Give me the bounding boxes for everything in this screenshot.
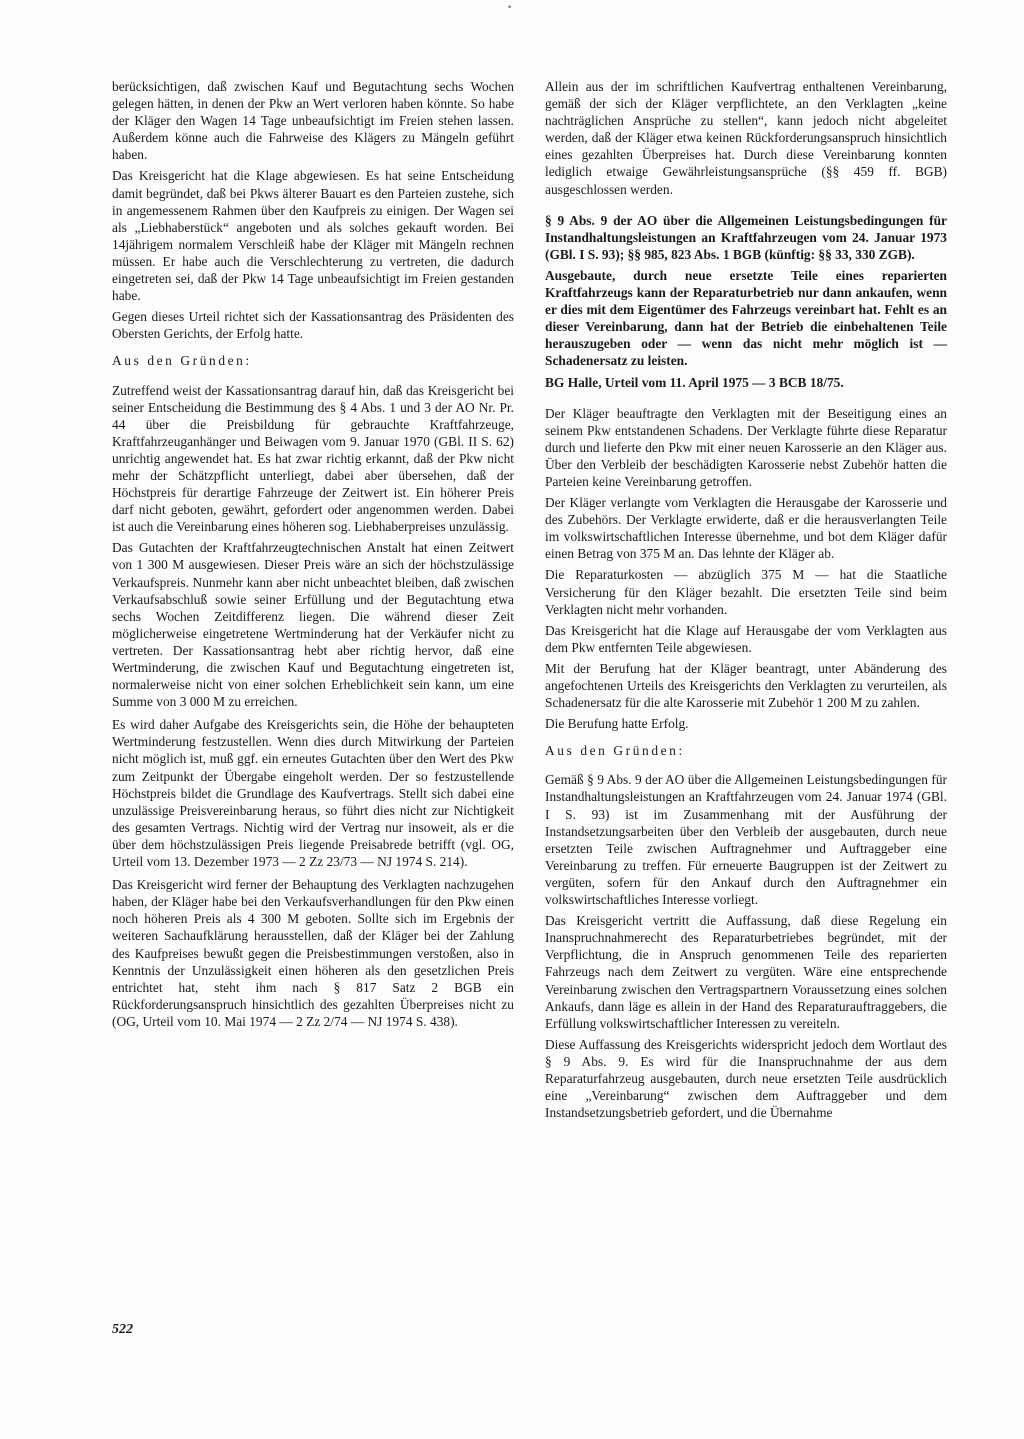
paragraph: Die Reparaturkosten — abzüglich 375 M — hat die Staatliche Versicherung für den Kläger bezahlt. Die ersetzten Teile sind beim Verklagten nicht mehr vorhanden. [545,567,947,617]
leitsatz: Ausgebaute, durch neue ersetzte Teile eines reparierten Kraftfahrzeugs kann der Reparaturbetrieb nur dann ankaufen, wenn er dies mit dem Eigentümer des Fahrzeugs vereinbart hat. Fehlt es an dieser Vereinbarung, dann hat der Betrieb die einbehaltenen Teile herauszugeben oder — wenn das nicht mehr möglich ist — Schadenersatz zu leisten. [545,267,947,369]
paragraph: Das Kreisgericht vertritt die Auffassung, daß diese Regelung ein Inanspruchnahmerecht des Reparaturbetriebes begründet, mit der Verpflichtung, die in Anspruch genommenen Teile des reparierten Fahrzeugs nach dem Zeitwert zu vergüten. Wäre eine entsprechende Vereinbarung zwischen den Vertragspartnern Voraussetzung eines solchen Ankaufs, dann läge es allein in der Hand des Reparaturauftraggebers, die Erfüllung volkswirtschaftlicher Interessen zu vereiteln. [545,913,947,1031]
paragraph: Das Kreisgericht hat die Klage abgewiesen. Es hat seine Entscheidung damit begründet, daß bei Pkws älterer Bauart es den Parteien zustehe, sich in angemessenem Rahmen über den Kaufpreis zu einigen. Der Wagen sei als „Liebhaberstück“ angeboten und als solches gekauft worden. Bei 14jährigem normalem Verschleiß habe der Kläger mit Mängeln rechnen müssen. Er habe auch die Verschlechterung zu vertreten, die dadurch eingetreten sei, daß der Pkw 14 Tage unbeaufsichtigt im Freien gestanden habe. [112,168,514,304]
section-heading: Aus den Gründen: [112,353,252,369]
page-top-mark: • [508,2,512,12]
paragraph: Der Kläger verlangte vom Verklagten die Herausgabe der Karosserie und des Zubehörs. Der Verklagte erwiderte, daß er die herausverlangten Teile im volkswirtschaftlichen Interesse übernehme, und bot dem Kläger dafür einen Betrag von 375 M an. Das lehnte der Kläger ab. [545,495,947,562]
norm-heading: § 9 Abs. 9 der AO über die Allgemeinen Leistungsbedingungen für Instandhaltungsleistungen an Kraftfahrzeugen vom 24. Januar 1973 (GBl. I S. 93); §§ 985, 823 Abs. 1 BGB (künftig: §§ 33, 330 ZGB). [545,212,947,262]
paragraph: Gemäß § 9 Abs. 9 der AO über die Allgemeinen Leistungsbedingungen für Instandhaltungsleistungen an Kraftfahrzeugen vom 24. Januar 1974 (GBl. I S. 93) ist im Zusammenhang mit der Ausführung der Instandsetzungsarbeiten über den Verbleib der ausgebauten, durch neue ersetzten Teile zwischen Auftragnehmer und Auftraggeber eine Vereinbarung zu treffen. Für erneuerte Baugruppen ist der Zeitwert zu vergüten, sofern für den Ankauf durch den Auftragnehmer ein volkswirtschaftliches Interesse vorliegt. [545,772,947,908]
paragraph: Der Kläger beauftragte den Verklagten mit der Beseitigung eines an seinem Pkw entstandenen Schadens. Der Verklagte führte diese Reparatur durch und lieferte den Pkw mit einer neuen Karosserie an den Kläger aus. Über den Verbleib der beschädigten Karosserie nebst Zubehör hatten die Parteien keine Vereinbarung getroffen. [545,405,947,489]
paragraph: berücksichtigen, daß zwischen Kauf und Begutachtung sechs Wochen gelegen hätten, in denen der Pkw an Wert verloren haben könnte. So habe der Kläger den Wagen 14 Tage unbeaufsichtigt im Freien stehen lassen. Außerdem könne auch die Fahrweise des Klägers zu Mängeln geführt haben. [112,79,514,163]
paragraph: Diese Auffassung des Kreisgerichts widerspricht jedoch dem Wortlaut des § 9 Abs. 9. Es wird für die Inanspruchnahme der aus dem Reparaturfahrzeug ausgebauten, durch neue ersetzten Teile ausdrücklich eine „Vereinbarung“ zwischen dem Auftraggeber und dem Instandsetzungsbetrieb gefordert, und die Übernahme [545,1036,947,1121]
paragraph: Das Kreisgericht hat die Klage auf Herausgabe der vom Verklagten aus dem Pkw entfernten Teile abgewiesen. [545,622,947,655]
court-citation: BG Halle, Urteil vom 11. April 1975 — 3 BCB 18/75. [545,374,844,390]
section-heading: Aus den Gründen: [545,743,685,759]
paragraph: Das Kreisgericht wird ferner der Behauptung des Verklagten nachzugehen haben, der Kläger habe bei den Verkaufsverhandlungen für den Pkw einen noch höheren Preis als 4 300 M geboten. Sollte sich im Ergebnis der weiteren Sachaufklärung herausstellen, daß der Kläger bei der Zahlung des Kaufpreises bewußt gegen die Preisbestimmungen verstoßen, also in Kenntnis der Unzulässigkeit einen höheren als den gesetzlichen Preis entrichtet hat, steht ihm nach § 817 Satz 2 BGB ein Rückforderungsanspruch hinsichtlich des gezahlten Überpreises nicht zu (OG, Urteil vom 10. Mai 1974 — 2 Zz 2/74 — NJ 1974 S. 438). [112,877,514,1029]
page-number: 522 [112,1322,133,1337]
paragraph: Zutreffend weist der Kassationsantrag darauf hin, daß das Kreisgericht bei seiner Entscheidung die Bestimmung des § 4 Abs. 1 und 3 der AO Nr. Pr. 44 über die Preisbildung für gebrauchte Kraftfahrzeuge, Kraftfahrzeuganhänger und Beiwagen vom 9. Januar 1970 (GBl. II S. 62) unrichtig angewendet hat. Es hat zwar richtig erkannt, daß der Pkw nicht mehr der Schätzpflicht unterliegt, dabei aber übersehen, daß der Höchstpreis für derartige Fahrzeuge der Zeitwert ist. Ein höherer Preis darf nicht geboten, gewährt, gefordert oder angenommen werden. Dabei ist auch die Vereinbarung eines höheren sog. Liebhaberpreises unzulässig. [112,382,514,535]
paragraph: Das Gutachten der Kraftfahrzeugtechnischen Anstalt hat einen Zeitwert von 1 300 M ausgewiesen. Dieser Preis wäre an sich der höchstzulässige Verkaufspreis. Nunmehr kann aber nicht unbeachtet bleiben, daß zwischen Verkaufsabschluß sowie seiner Erfüllung und der Begutachtung etwa sechs Wochen Zeitdifferenz liegen. Die während dieser Zeit möglicherweise eingetretene Wertminderung hat der Verkäufer nicht zu vertreten. Der Kassationsantrag hebt aber richtig hervor, daß eine Wertminderung, die zwischen Kauf und Begutachtung eingetreten ist, normalerweise nicht von einer solchen Erheblichkeit sein kann, um eine Summe von 3 000 M zu erreichen. [112,540,514,710]
right-column [545,78,947,1125]
paragraph: Gegen dieses Urteil richtet sich der Kassationsantrag des Präsidenten des Obersten Gerichts, der Erfolg hatte. [112,309,514,342]
paragraph: Allein aus der im schriftlichen Kaufvertrag enthaltenen Vereinbarung, gemäß der sich der Kläger verpflichtete, an den Verklagten „keine nachträglichen Ansprüche zu stellen“, kann jedoch nicht abgeleitet werden, daß der Kläger etwa keinen Rückforderungsanspruch hinsichtlich eines gezahlten Überpreises hat. Durch diese Vereinbarung konnten lediglich etwaige Gewährleistungsansprüche (§§ 459 ff. BGB) ausgeschlossen werden. [545,79,947,197]
left-column [112,78,514,1034]
paragraph: Es wird daher Aufgabe des Kreisgerichts sein, die Höhe der behaupteten Wertminderung festzustellen. Wenn dies durch Mitwirkung der Parteien nicht möglich ist, muß ggf. ein erneutes Gutachten über den Wert des Pkw zum Zeitpunkt der Übergabe eingeholt werden. Der so festzustellende Höchstpreis bildet die Grundlage des Kaufvertrags. Stellt sich dabei eine unzulässige Preisvereinbarung heraus, so führt dies nicht zur Nichtigkeit des gesamten Vertrags. Nichtig wird der Vertrag nur insoweit, als er die über dem höchstzulässigen Preis liegende Preisabrede betrifft (vgl. OG, Urteil vom 13. Dezember 1973 — 2 Zz 23/73 — NJ 1974 S. 214). [112,717,514,870]
paragraph: Die Berufung hatte Erfolg. [545,716,689,732]
paragraph: Mit der Berufung hat der Kläger beantragt, unter Abänderung des angefochtenen Urteils des Kreisgerichts den Verklagten zu verurteilen, als Schadenersatz für die alte Karosserie mit Zubehör 1 200 M zu zahlen. [545,660,947,711]
